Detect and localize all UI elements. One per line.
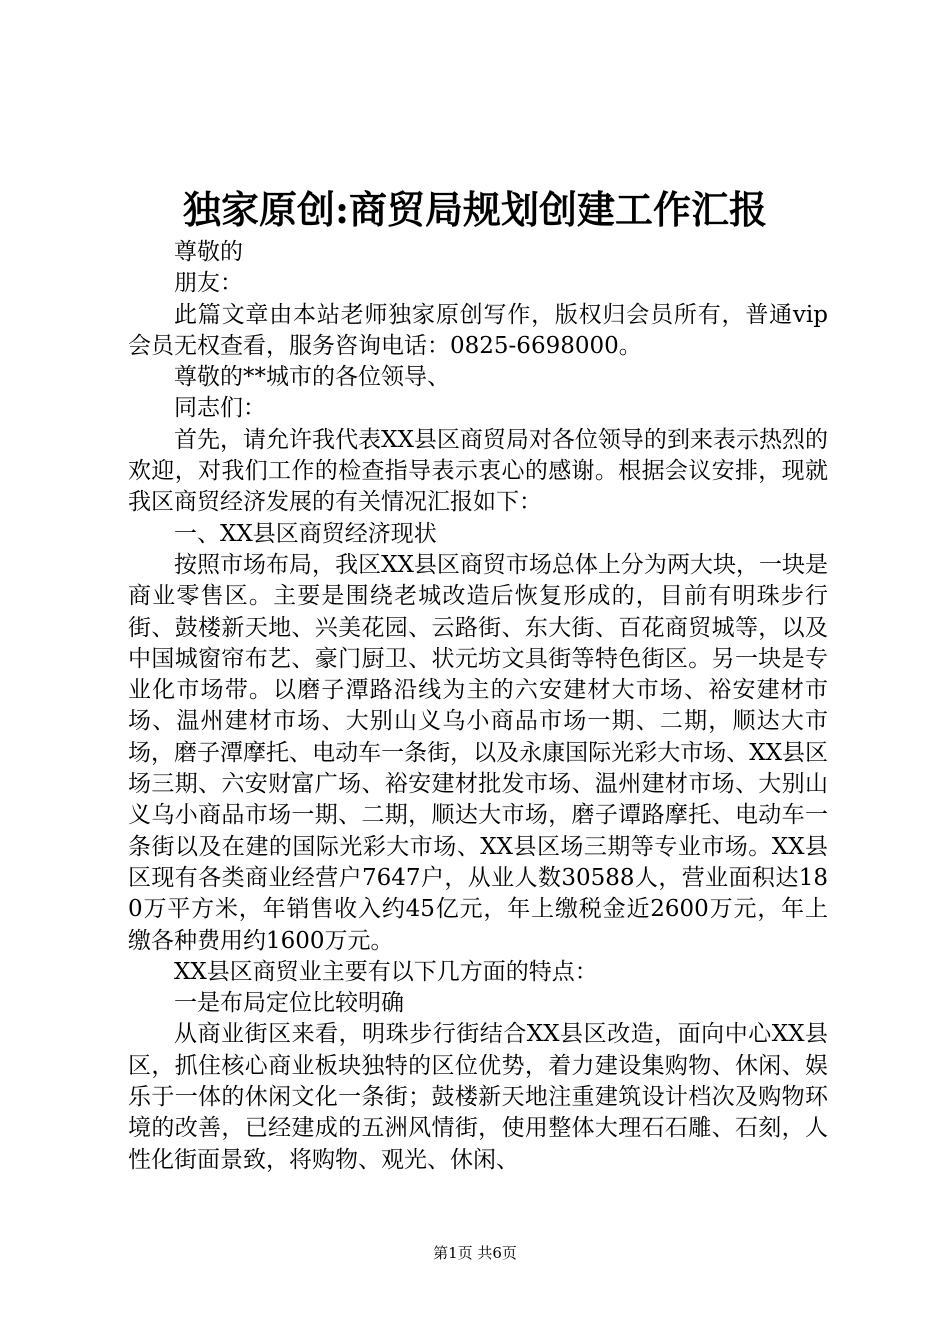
paragraph-greeting-1: 尊敬的**城市的各位领导、 [174, 364, 450, 391]
paragraph-salutation-1: 尊敬的 [174, 239, 243, 265]
subheading-layout: 一是布局定位比较明确 [174, 990, 404, 1017]
paragraph-copyright-notice: 此篇文章由本站老师独家原创写作，版权归会员所有，普通vip会员无权查看，服务咨询电话：0825-6698000。 [128, 301, 828, 359]
paragraph-commercial-streets: 从商业街区来看，明珠步行街结合XX县区改造，面向中心XX县区，抓住核心商业板块独特的区位优势，着力建设集购物、休闲、娱乐于一体的休闲文化一条街；鼓楼新天地注重建筑设计档次及购物环境的改善，已经建成的五洲风情街，使用整体大理石石雕、石刻，人性化街面景致，将购物、观光、休闲、 [128, 1021, 828, 1173]
page-footer: 第1页 共6页 [433, 1244, 517, 1262]
paragraph-greeting-2: 同志们： [174, 395, 266, 422]
document-body [128, 237, 828, 1176]
paragraph-salutation-2: 朋友： [174, 270, 243, 297]
paragraph-market-layout: 按照市场布局，我区XX县区商贸市场总体上分为两大块，一块是商业零售区。主要是围绕老城改造后恢复形成的，目前有明珠步行街、鼓楼新天地、兴美花园、云路街、东大街、百花商贸城等，以及中国城窗帘布艺、豪门厨卫、状元坊文具街等特色街区。另一块是专业化市场带。以磨子潭路沿线为主的六安建材大市场、裕安建材市场、温州建材市场、大别山义乌小商品市场一期、二期，顺达大市场，磨子潭摩托、电动车一条街，以及永康国际光彩大市场、XX县区场三期、六安财富广场、裕安建材批发市场、温州建材市场、大别山义乌小商品市场一期、二期，顺达大市场，磨子谭路摩托、电动车一条街以及在建的国际光彩大市场、XX县区场三期等专业市场。XX县区现有各类商业经营户7647户，从业人数30588人，营业面积达180万平方米，年销售收入约45亿元，年上缴税金近2600万元，年上缴各种费用约1600万元。 [128, 551, 828, 954]
paragraph-features-intro: XX县区商贸业主要有以下几方面的特点： [174, 958, 598, 985]
document-title: 独家原创:商贸局规划创建工作汇报 [182, 187, 768, 232]
section-heading-status: 一、XX县区商贸经济现状 [174, 520, 437, 547]
paragraph-intro: 首先，请允许我代表XX县区商贸局对各位领导的到来表示热烈的欢迎，对我们工作的检查指导表示衷心的感谢。根据会议安排，现就我区商贸经济发展的有关情况汇报如下： [128, 426, 828, 516]
